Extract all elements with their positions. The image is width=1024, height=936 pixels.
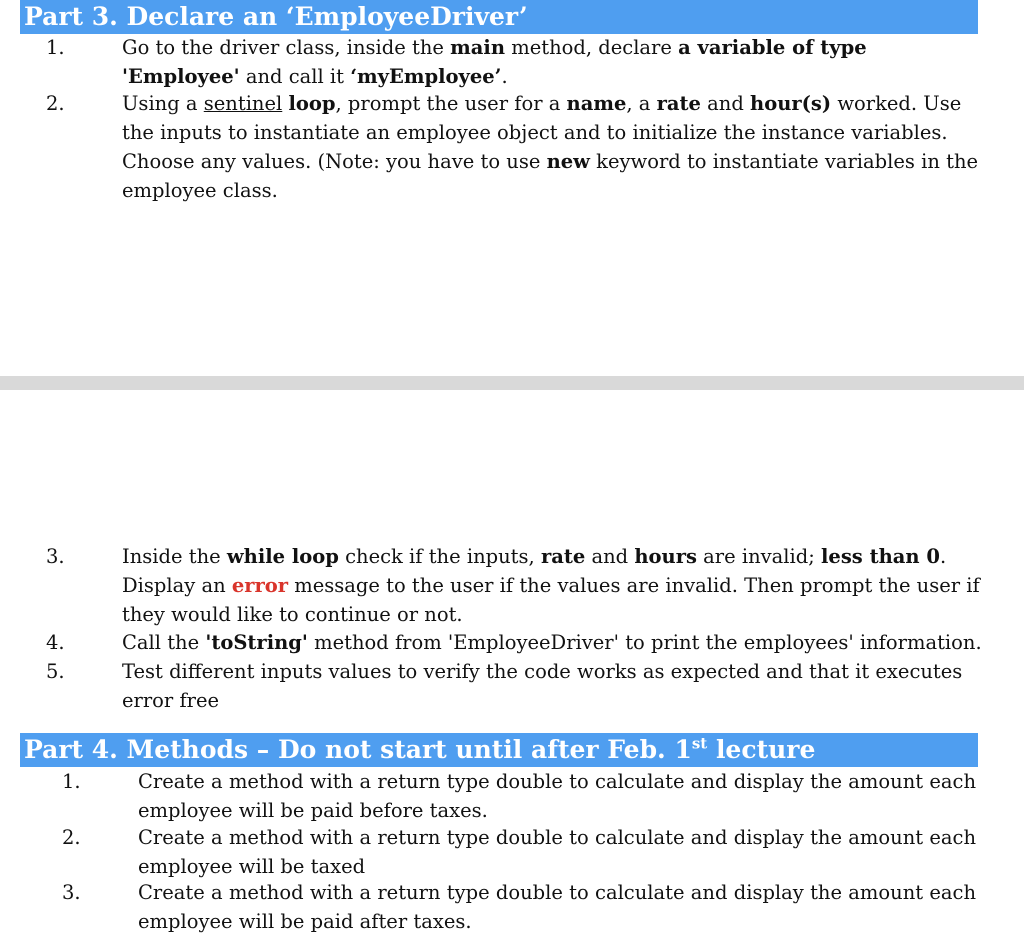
list-text: Inside the while loop check if the inputs, rate and hours are invalid; less than 0. Display an error message to the user if the values are invalid. Then prompt the user if they would like to continue or not. (122, 545, 980, 626)
page-break (0, 376, 1024, 390)
list-number: 1. (46, 36, 65, 59)
part4-heading: Part 4. Methods – Do not start until after Feb. 1st lecture (20, 733, 978, 767)
list-text: Using a sentinel loop, prompt the user for a name, a rate and hour(s) worked. Use the inputs to instantiate an employee object and to initialize the instance variables. Choose any values. (Note: you have to use new keyword to instantiate variables in the employee class. (122, 92, 979, 202)
list-number: 2. (62, 826, 81, 849)
list-text: Call the 'toString' method from 'EmployeeDriver' to print the employees' information. (122, 631, 982, 654)
list-number: 1. (62, 770, 81, 793)
list-number: 3. (46, 545, 65, 568)
list-number: 3. (62, 881, 81, 904)
list-text: Create a method with a return type double to calculate and display the amount each employee will be paid after taxes. (138, 881, 976, 933)
list-number: 2. (46, 92, 65, 115)
list-text: Create a method with a return type double to calculate and display the amount each employee will be taxed (138, 826, 976, 878)
list-number: 5. (46, 660, 65, 683)
list-text: Create a method with a return type double to calculate and display the amount each employee will be paid before taxes. (138, 770, 976, 822)
part3-heading: Part 3. Declare an ‘EmployeeDriver’ (20, 0, 978, 34)
list-text: Test different inputs values to verify the code works as expected and that it executes error free (122, 660, 963, 712)
document-page-2 (0, 390, 1024, 933)
list-number: 4. (46, 631, 65, 654)
document-page-1 (0, 0, 1024, 376)
list-text: Go to the driver class, inside the main method, declare a variable of type 'Employee' and call it ‘myEmployee’. (122, 36, 867, 88)
